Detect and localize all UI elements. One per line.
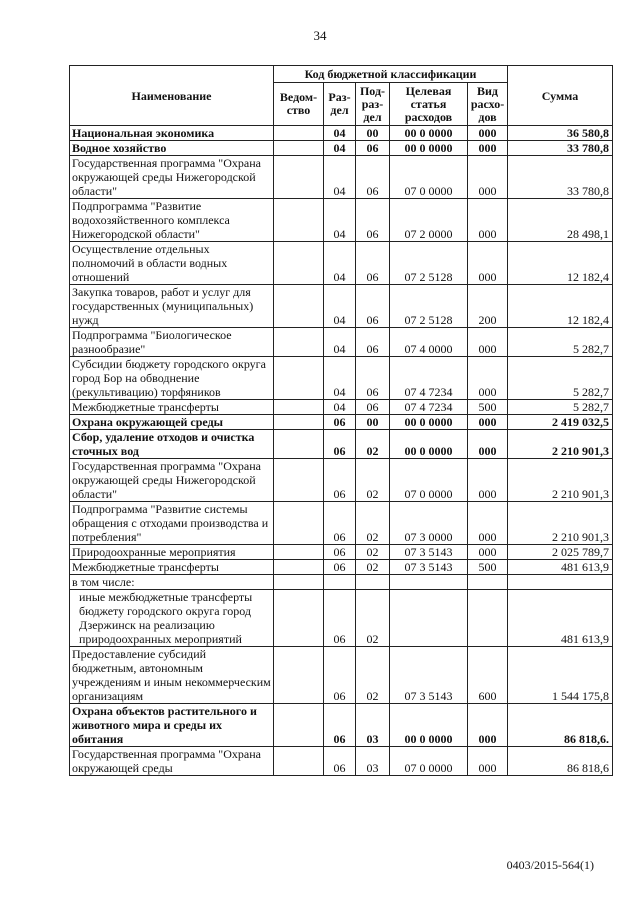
- cell-target: 07 4 7234: [390, 357, 468, 400]
- cell-podrazdel: 03: [356, 747, 390, 776]
- cell-vid: 500: [468, 400, 508, 415]
- cell-razdel: [324, 575, 356, 590]
- cell-name: в том числе:: [70, 575, 274, 590]
- cell-vid: [468, 590, 508, 647]
- cell-sum: 36 580,8: [508, 126, 613, 141]
- cell-podrazdel: 06: [356, 199, 390, 242]
- cell-sum: 86 818,6: [508, 747, 613, 776]
- table-body: [70, 126, 613, 776]
- cell-name: Водное хозяйство: [70, 141, 274, 156]
- cell-razdel: 04: [324, 357, 356, 400]
- header-vedomstvo: Ведом-ство: [274, 83, 324, 126]
- cell-podrazdel: 06: [356, 242, 390, 285]
- cell-vedomstvo: [274, 199, 324, 242]
- cell-vedomstvo: [274, 242, 324, 285]
- cell-sum: 12 182,4: [508, 285, 613, 328]
- cell-razdel: 06: [324, 459, 356, 502]
- cell-target: 00 0 0000: [390, 430, 468, 459]
- cell-razdel: 04: [324, 328, 356, 357]
- cell-name: Субсидии бюджету городского округа город Бор на обводнение (рекультивацию) торфяников: [70, 357, 274, 400]
- cell-razdel: 06: [324, 590, 356, 647]
- cell-sum: 1 544 175,8: [508, 647, 613, 704]
- cell-sum: 481 613,9: [508, 590, 613, 647]
- cell-vid: 000: [468, 328, 508, 357]
- cell-name: иные межбюджетные трансферты бюджету городского округа город Дзержинск на реализацию природоохранных мероприятий: [70, 590, 274, 647]
- cell-target: 07 3 5143: [390, 647, 468, 704]
- cell-name: Осуществление отдельных полномочий в области водных отношений: [70, 242, 274, 285]
- table-row: [70, 502, 613, 545]
- cell-vedomstvo: [274, 357, 324, 400]
- table-row: [70, 430, 613, 459]
- cell-sum: 33 780,8: [508, 141, 613, 156]
- cell-sum: 33 780,8: [508, 156, 613, 199]
- cell-name: Сбор, удаление отходов и очистка сточных вод: [70, 430, 274, 459]
- cell-vedomstvo: [274, 545, 324, 560]
- cell-podrazdel: 02: [356, 560, 390, 575]
- cell-razdel: 04: [324, 141, 356, 156]
- cell-target: 00 0 0000: [390, 126, 468, 141]
- header-target: Целевая статья расходов: [390, 83, 468, 126]
- cell-sum: 2 210 901,3: [508, 430, 613, 459]
- cell-vid: 600: [468, 647, 508, 704]
- budget-table-container: [69, 65, 613, 776]
- cell-vedomstvo: [274, 141, 324, 156]
- cell-razdel: 04: [324, 156, 356, 199]
- cell-vedomstvo: [274, 285, 324, 328]
- cell-razdel: 06: [324, 747, 356, 776]
- cell-sum: 28 498,1: [508, 199, 613, 242]
- cell-podrazdel: 06: [356, 328, 390, 357]
- cell-podrazdel: 02: [356, 647, 390, 704]
- cell-podrazdel: 06: [356, 141, 390, 156]
- cell-target: 07 0 0000: [390, 156, 468, 199]
- cell-vid: 000: [468, 747, 508, 776]
- cell-vid: 000: [468, 156, 508, 199]
- cell-vid: 000: [468, 141, 508, 156]
- document-code: 0403/2015-564(1): [506, 858, 594, 872]
- cell-vid: 000: [468, 415, 508, 430]
- cell-target: 00 0 0000: [390, 704, 468, 747]
- cell-vedomstvo: [274, 156, 324, 199]
- table-row: [70, 126, 613, 141]
- cell-target: 07 0 0000: [390, 459, 468, 502]
- cell-name: Подпрограмма "Развитие системы обращения с отходами производства и потребления": [70, 502, 274, 545]
- header-vid: Вид расхо-дов: [468, 83, 508, 126]
- cell-razdel: 06: [324, 415, 356, 430]
- cell-name: Государственная программа "Охрана окружающей среды: [70, 747, 274, 776]
- table-row: [70, 560, 613, 575]
- budget-table: [69, 65, 613, 776]
- cell-target: 00 0 0000: [390, 415, 468, 430]
- cell-target: 00 0 0000: [390, 141, 468, 156]
- cell-name: Предоставление субсидий бюджетным, автономным учреждениям и иным некоммерческим организациям: [70, 647, 274, 704]
- cell-sum: 2 210 901,3: [508, 502, 613, 545]
- table-row: [70, 590, 613, 647]
- cell-razdel: 06: [324, 502, 356, 545]
- cell-name: Охрана объектов растительного и животного мира и среды их обитания: [70, 704, 274, 747]
- cell-vedomstvo: [274, 704, 324, 747]
- cell-podrazdel: 06: [356, 156, 390, 199]
- cell-vedomstvo: [274, 328, 324, 357]
- cell-podrazdel: 02: [356, 590, 390, 647]
- cell-vedomstvo: [274, 560, 324, 575]
- cell-vedomstvo: [274, 575, 324, 590]
- cell-podrazdel: 06: [356, 285, 390, 328]
- cell-sum: 86 818,6.: [508, 704, 613, 747]
- cell-vedomstvo: [274, 430, 324, 459]
- header-sum: Сумма: [508, 66, 613, 126]
- cell-name: Природоохранные мероприятия: [70, 545, 274, 560]
- table-row: [70, 285, 613, 328]
- cell-name: Межбюджетные трансферты: [70, 400, 274, 415]
- cell-razdel: 06: [324, 430, 356, 459]
- cell-target: 07 4 7234: [390, 400, 468, 415]
- cell-vid: 000: [468, 459, 508, 502]
- cell-name: Охрана окружающей среды: [70, 415, 274, 430]
- cell-name: Государственная программа "Охрана окружающей среды Нижегородской области": [70, 156, 274, 199]
- cell-name: Подпрограмма "Развитие водохозяйственного комплекса Нижегородской области": [70, 199, 274, 242]
- header-name: Наименование: [70, 66, 274, 126]
- cell-vid: 000: [468, 545, 508, 560]
- cell-vedomstvo: [274, 647, 324, 704]
- cell-razdel: 04: [324, 285, 356, 328]
- cell-podrazdel: 03: [356, 704, 390, 747]
- table-row: [70, 156, 613, 199]
- cell-podrazdel: 02: [356, 545, 390, 560]
- cell-vid: 200: [468, 285, 508, 328]
- cell-sum: 12 182,4: [508, 242, 613, 285]
- cell-vid: 000: [468, 126, 508, 141]
- cell-vedomstvo: [274, 126, 324, 141]
- cell-name: Национальная экономика: [70, 126, 274, 141]
- table-row: [70, 704, 613, 747]
- cell-name: Закупка товаров, работ и услуг для государственных (муниципальных) нужд: [70, 285, 274, 328]
- page-number: 34: [313, 28, 327, 43]
- cell-razdel: 04: [324, 400, 356, 415]
- table-row: [70, 242, 613, 285]
- cell-target: 07 0 0000: [390, 747, 468, 776]
- cell-vid: 500: [468, 560, 508, 575]
- cell-vid: 000: [468, 199, 508, 242]
- table-row: [70, 647, 613, 704]
- table-header: [70, 66, 613, 126]
- cell-sum: [508, 575, 613, 590]
- table-row: [70, 141, 613, 156]
- cell-target: 07 3 0000: [390, 502, 468, 545]
- cell-target: 07 3 5143: [390, 545, 468, 560]
- table-row: [70, 415, 613, 430]
- cell-razdel: 06: [324, 560, 356, 575]
- cell-sum: 2 210 901,3: [508, 459, 613, 502]
- cell-razdel: 04: [324, 126, 356, 141]
- cell-name: Подпрограмма "Биологическое разнообразие": [70, 328, 274, 357]
- header-razdel: Раз-дел: [324, 83, 356, 126]
- cell-vedomstvo: [274, 502, 324, 545]
- header-code-group: Код бюджетной классификации: [274, 66, 508, 83]
- cell-name: Государственная программа "Охрана окружающей среды Нижегородской области": [70, 459, 274, 502]
- cell-vedomstvo: [274, 747, 324, 776]
- cell-target: [390, 575, 468, 590]
- cell-vedomstvo: [274, 590, 324, 647]
- cell-vedomstvo: [274, 415, 324, 430]
- cell-vid: 000: [468, 357, 508, 400]
- cell-sum: 2 025 789,7: [508, 545, 613, 560]
- cell-vedomstvo: [274, 459, 324, 502]
- cell-sum: 5 282,7: [508, 328, 613, 357]
- cell-razdel: 06: [324, 704, 356, 747]
- cell-razdel: 06: [324, 545, 356, 560]
- table-row: [70, 459, 613, 502]
- cell-target: 07 2 0000: [390, 199, 468, 242]
- cell-target: 07 2 5128: [390, 285, 468, 328]
- cell-podrazdel: 02: [356, 459, 390, 502]
- cell-vedomstvo: [274, 400, 324, 415]
- cell-sum: 481 613,9: [508, 560, 613, 575]
- table-row: [70, 747, 613, 776]
- table-row: [70, 357, 613, 400]
- cell-sum: 5 282,7: [508, 400, 613, 415]
- cell-target: 07 2 5128: [390, 242, 468, 285]
- table-row: [70, 199, 613, 242]
- cell-razdel: 04: [324, 242, 356, 285]
- cell-target: 07 4 0000: [390, 328, 468, 357]
- cell-sum: 5 282,7: [508, 357, 613, 400]
- cell-vid: 000: [468, 242, 508, 285]
- cell-vid: [468, 575, 508, 590]
- cell-podrazdel: [356, 575, 390, 590]
- header-podrazdel: Под-раз-дел: [356, 83, 390, 126]
- table-row: [70, 400, 613, 415]
- cell-vid: 000: [468, 430, 508, 459]
- cell-razdel: 04: [324, 199, 356, 242]
- cell-podrazdel: 06: [356, 400, 390, 415]
- cell-vid: 000: [468, 502, 508, 545]
- cell-podrazdel: 02: [356, 430, 390, 459]
- cell-target: [390, 590, 468, 647]
- cell-podrazdel: 00: [356, 126, 390, 141]
- cell-name: Межбюджетные трансферты: [70, 560, 274, 575]
- cell-target: 07 3 5143: [390, 560, 468, 575]
- table-row: [70, 545, 613, 560]
- cell-vid: 000: [468, 704, 508, 747]
- table-row: [70, 328, 613, 357]
- cell-sum: 2 419 032,5: [508, 415, 613, 430]
- cell-razdel: 06: [324, 647, 356, 704]
- table-row: [70, 575, 613, 590]
- cell-podrazdel: 02: [356, 502, 390, 545]
- cell-podrazdel: 00: [356, 415, 390, 430]
- cell-podrazdel: 06: [356, 357, 390, 400]
